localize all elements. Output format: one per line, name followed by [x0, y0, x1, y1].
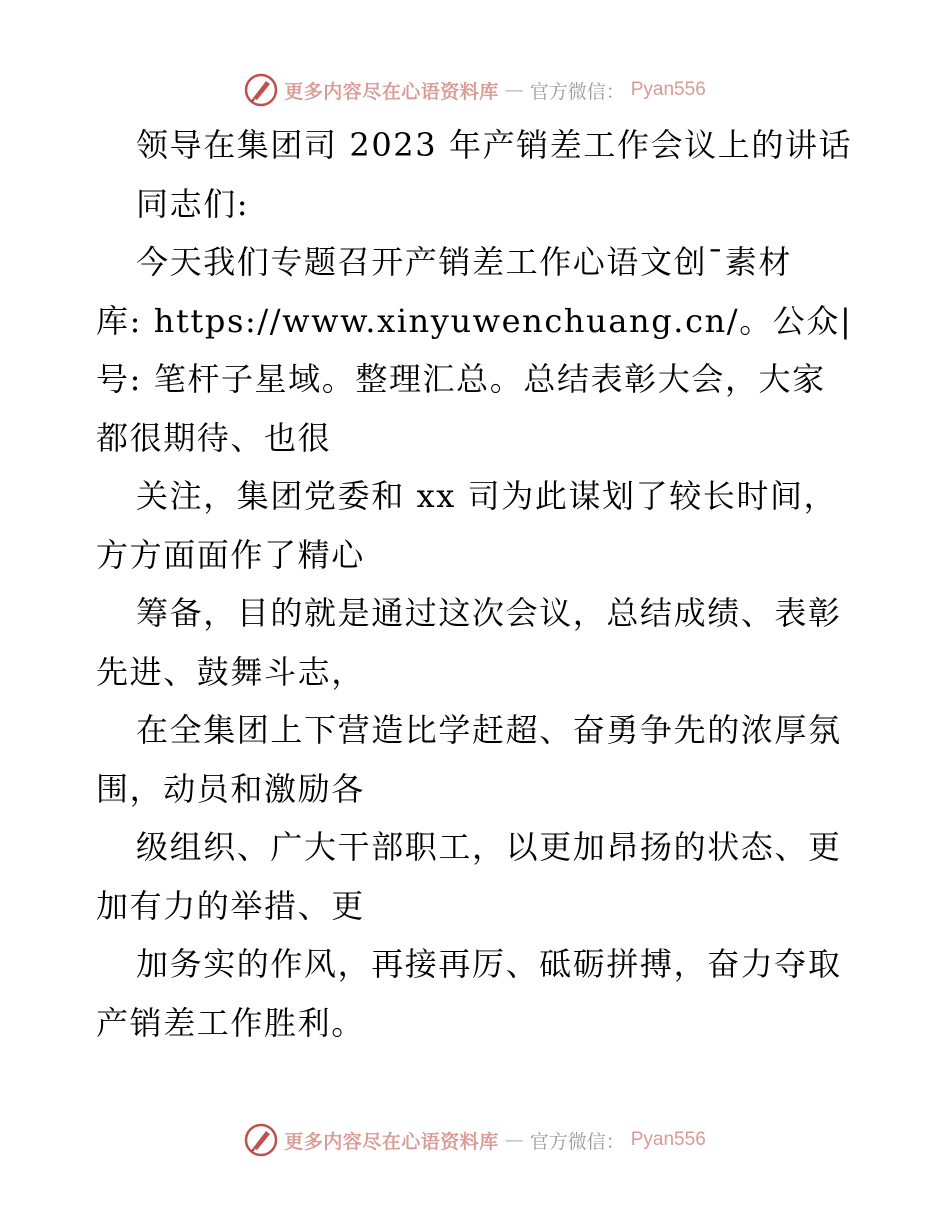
banner-content [244, 1123, 706, 1157]
quill-pen-logo-icon [244, 73, 278, 107]
banner-wechat-label: 官方微信： [529, 1130, 625, 1153]
paragraph-line: 方方面面作了精心 [96, 535, 365, 574]
paragraph-line: 级组织、广大干部职工，以更加昂扬的状态、更 [136, 828, 842, 866]
paragraph-line: 在全集团上下营造比学赶超、奋勇争先的浓厚氛 [136, 711, 842, 749]
document-title: 领导在集团司 2023 年产销差工作会议上的讲话 [136, 126, 853, 164]
banner-separator: — [504, 79, 524, 101]
paragraph-line: 围，动员和激励各 [96, 769, 365, 808]
paragraph-line: 筹备，目的就是通过这次会议，总结成绩、表彰 [136, 594, 842, 632]
banner-content [244, 73, 706, 107]
banner-wechat-id: Pyan556 [630, 79, 706, 100]
paragraph-line: 加有力的举措、更 [96, 886, 365, 925]
banner-slogan: 更多内容尽在心语资料库 [284, 80, 499, 103]
banner-slogan: 更多内容尽在心语资料库 [284, 1130, 499, 1153]
document-body [96, 116, 856, 1052]
quill-pen-logo-icon [244, 1123, 278, 1157]
paragraph-line: 都很期待、也很 [96, 418, 332, 457]
footer-watermark-banner [0, 1118, 950, 1162]
banner-wechat-id: Pyan556 [630, 1129, 706, 1150]
paragraph-line: 先进、鼓舞斗志， [96, 652, 365, 691]
header-watermark-banner [0, 68, 950, 112]
paragraph-line: 库: https://www.xinyuwenchuang.cn/。公众| [96, 301, 853, 340]
paragraph-line: 关注，集团党委和 xx 司为此谋划了较长时间， [136, 477, 838, 515]
banner-wechat-label: 官方微信： [529, 80, 625, 103]
banner-separator: — [504, 1129, 524, 1151]
paragraph-line: 产销差工作胜利。 [96, 1003, 365, 1042]
paragraph-line: 加务实的作风，再接再厉、砥砺拼搏，奋力夺取 [136, 945, 842, 983]
paragraph-line: 今天我们专题召开产销差工作心语文创¯素材 [136, 243, 793, 281]
paragraph-line: 号: 笔杆子星域。整理汇总。总结表彰大会，大家 [96, 360, 826, 398]
salutation: 同志们: [136, 184, 250, 223]
